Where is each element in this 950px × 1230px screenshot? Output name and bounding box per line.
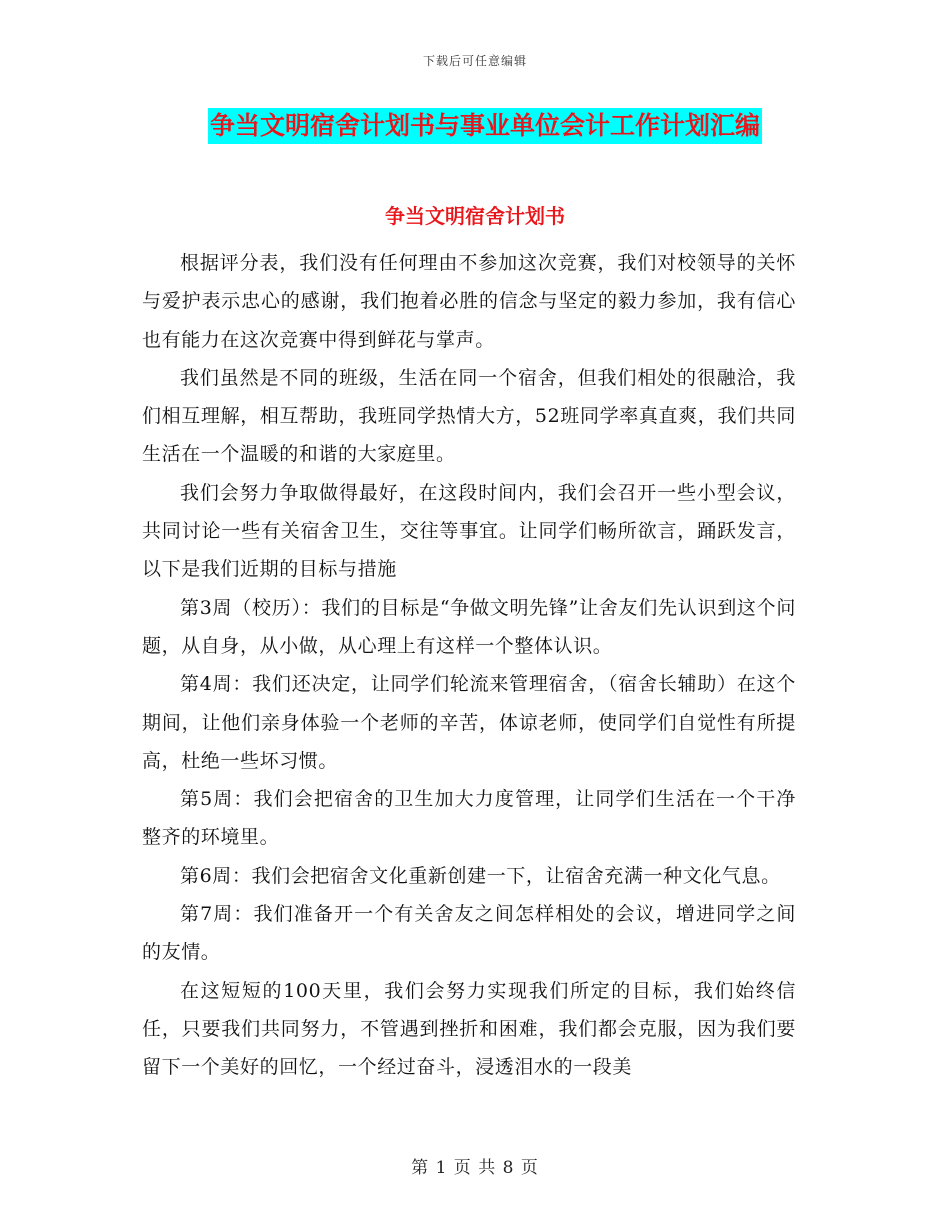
body-text — [142, 244, 796, 1087]
header-note: 下载后可任意编辑 — [422, 54, 527, 68]
document-title: 争当文明宿舍计划书与事业单位会计工作计划汇编 — [208, 108, 762, 144]
paragraph: 我们虽然是不同的班级，生活在同一个宿舍，但我们相处的很融洽，我们相互理解，相互帮助，我班同学热情大方，52班同学率真直爽，我们共同生活在一个温暖的和谐的大家庭里。 — [142, 366, 796, 466]
paragraph: 根据评分表，我们没有任何理由不参加这次竞赛，我们对校领导的关怀与爱护表示忠心的感谢，我们抱着必胜的信念与坚定的毅力参加，我有信心也有能力在这次竞赛中得到鲜花与掌声。 — [142, 252, 796, 351]
paragraph: 第6周：我们会把宿舍文化重新创建一下，让宿舍充满一种文化气息。 — [180, 864, 781, 887]
paragraph: 我们会努力争取做得最好，在这段时间内，我们会召开一些小型会议，共同讨论一些有关宿舍卫生，交往等事宜。让同学们畅所欲言，踊跃发言，以下是我们近期的目标与措施 — [142, 481, 796, 581]
paragraph: 第7周：我们准备开一个有关舍友之间怎样相处的会议，增进同学之间的友情。 — [142, 903, 796, 964]
paragraph: 第4周：我们还决定，让同学们轮流来管理宿舍，（宿舍长辅助）在这个期间，让他们亲身体验一个老师的辛苦，体谅老师，使同学们自觉性有所提高，杜绝一些坏习惯。 — [142, 673, 796, 772]
page-number: 第 1 页 共 8 页 — [411, 1158, 539, 1178]
paragraph: 第3周（校历）：我们的目标是“争做文明先锋”让舍友们先认识到这个问题，从自身，从小做，从心理上有这样一个整体认识。 — [142, 596, 796, 657]
paragraph: 第5周：我们会把宿舍的卫生加大力度管理，让同学们生活在一个干净整齐的环境里。 — [142, 788, 796, 849]
paragraph: 在这短短的100天里，我们会努力实现我们所定的目标，我们始终信任，只要我们共同努力，不管遇到挫折和困难，我们都会克服，因为我们要留下一个美好的回忆，一个经过奋斗，浸透泪水的一段美 — [142, 979, 796, 1079]
section-title: 争当文明宿舍计划书 — [385, 204, 565, 228]
